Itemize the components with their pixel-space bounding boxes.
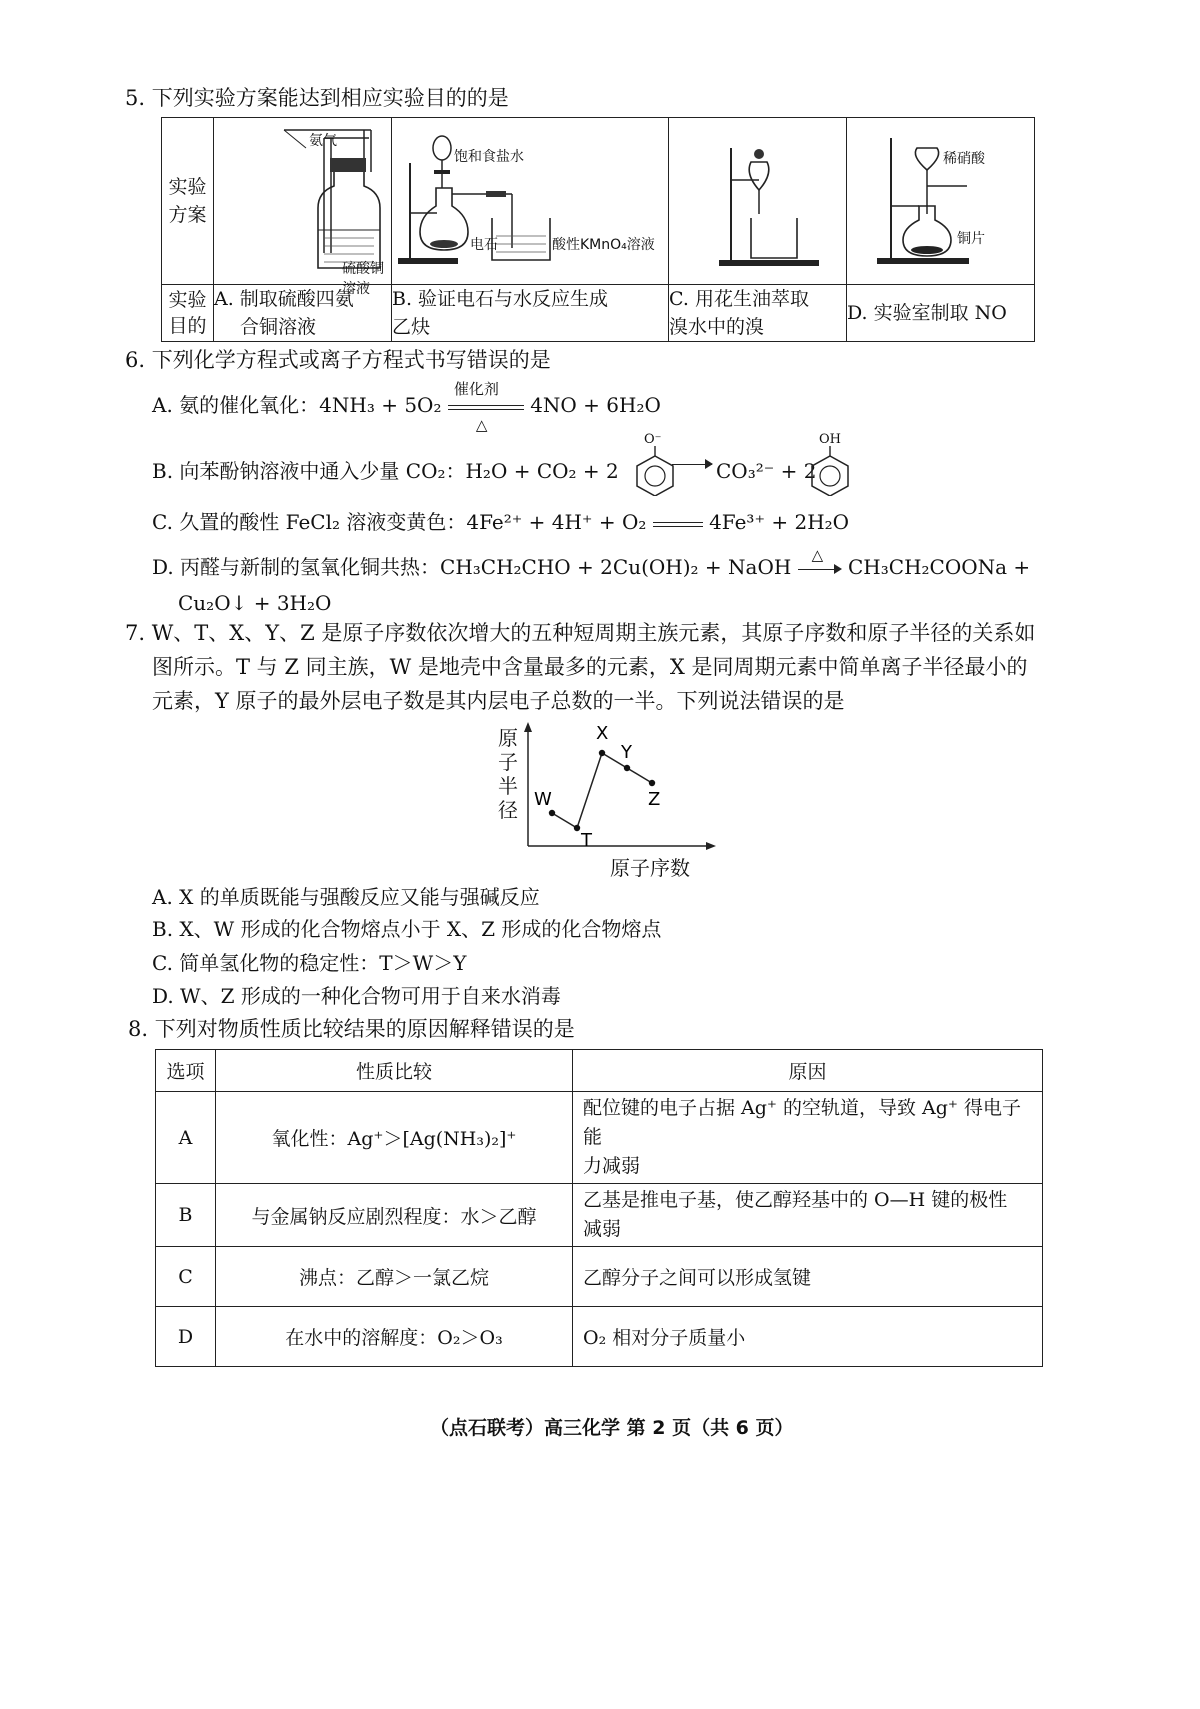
q5-purpose-a: A. 制取硫酸四氨 合铜溶液	[214, 285, 392, 342]
q7-option-d: D. W、Z 形成的一种化合物可用于自来水消毒	[152, 984, 561, 1008]
gas-washing-bottle-illustration	[214, 118, 391, 280]
q6-option-d-line2: Cu₂O↓ + 3H₂O	[178, 591, 332, 615]
q5-apparatus-c	[669, 118, 847, 285]
arrow-head-icon	[705, 459, 713, 469]
label-copper-sheet: 铜片	[957, 231, 985, 247]
header-property: 性质比较	[216, 1050, 573, 1092]
q6-stem: 6. 下列化学方程式或离子方程式书写错误的是	[125, 348, 551, 372]
q7-option-c: C. 简单氢化物的稳定性：T＞W＞Y	[152, 951, 467, 975]
q5-apparatus-a	[214, 118, 392, 297]
table-row: B 与金属钠反应剧烈程度：水＞乙醇 乙基是推电子基，使乙醇羟基中的 O—H 键的极性 减弱	[156, 1184, 1043, 1247]
q7-option-b: B. X、W 形成的化合物熔点小于 X、Z 形成的化合物熔点	[152, 917, 662, 941]
table-row: A 氧化性：Ag⁺＞[Ag(NH₃)₂]⁺ 配位键的电子占据 Ag⁺ 的空轨道，导致 Ag⁺ 得电子能 力减弱	[156, 1092, 1043, 1184]
q5-apparatus-d	[847, 118, 1035, 285]
q7-option-a: A. X 的单质既能与强酸反应又能与强碱反应	[152, 885, 540, 909]
header-option: 选项	[156, 1050, 216, 1092]
acetylene-generator-illustration	[392, 118, 668, 280]
point-label-y: Y	[621, 742, 632, 763]
label-calcium-carbide: 电石	[470, 237, 498, 253]
table-row: C 沸点：乙醇＞一氯乙烷 乙醇分子之间可以形成氢键	[156, 1247, 1043, 1307]
chart-ylabel: 原子半径	[498, 726, 518, 822]
phenoxide-ring-icon: O⁻	[630, 434, 680, 496]
point-label-x: X	[596, 723, 609, 744]
chart-xlabel: 原子序数	[610, 856, 690, 880]
point-z	[649, 780, 655, 786]
x-axis-arrow-icon	[706, 842, 716, 850]
q5-row2-header: 实验 目的	[162, 285, 214, 342]
q6-b-product: CO₃²⁻ + 2	[716, 459, 817, 483]
label-copper-sulfate: 硫酸铜溶液	[342, 261, 384, 297]
point-t	[574, 825, 580, 831]
header-reason: 原因	[573, 1050, 1043, 1092]
table-row: D 在水中的溶解度：O₂＞O₃ O₂ 相对分子质量小	[156, 1307, 1043, 1367]
label-ammonia: 氨气	[309, 133, 337, 149]
reaction-condition-arrow: 催化剂 △	[448, 392, 524, 422]
q8-stem: 8. 下列对物质性质比较结果的原因解释错误的是	[128, 1017, 575, 1041]
chart-plot	[490, 720, 720, 850]
table-header-row	[156, 1050, 1043, 1092]
label-saturated-brine: 饱和食盐水	[454, 149, 524, 165]
point-x	[599, 750, 605, 756]
q5-purpose-c: C. 用花生油萃取 溴水中的溴	[669, 285, 847, 342]
q5-purpose-d: D. 实验室制取 NO	[847, 285, 1035, 342]
q7-line-3: 元素，Y 原子的最外层电子数是其内层电子总数的一半。下列说法错误的是	[152, 689, 845, 713]
q7-line-1: 7. W、T、X、Y、Z 是原子序数依次增大的五种短周期主族元素，其原子序数和原子半径的关系如	[125, 621, 1036, 645]
label-dilute-nitric-acid: 稀硝酸	[943, 151, 985, 167]
q8-table	[155, 1049, 1043, 1367]
point-label-t: T	[581, 830, 592, 850]
q7-radius-chart	[490, 720, 720, 880]
no-generator-illustration	[847, 118, 1034, 280]
q5-stem: 5. 下列实验方案能达到相应实验目的的是	[125, 86, 509, 110]
q6-option-a: A. 氨的催化氧化：4NH₃ + 5O₂ 催化剂 △ 4NO + 6H₂O	[152, 379, 661, 434]
point-label-w: W	[534, 789, 552, 810]
label-acidic-kmno4: 酸性KMnO₄溶液	[552, 237, 655, 253]
point-w	[549, 810, 555, 816]
q7-line-2: 图所示。T 与 Z 同主族，W 是地壳中含量最多的元素，X 是同周期元素中简单离子半径最小的	[152, 655, 1028, 679]
page-footer: （点石联考）高三化学 第 2 页（共 6 页）	[430, 1417, 794, 1439]
series-line	[552, 753, 652, 828]
q5-row1-header: 实验 方案	[162, 118, 214, 285]
q5-apparatus-b	[392, 118, 669, 285]
point-label-z: Z	[648, 789, 661, 810]
separatory-funnel-illustration	[669, 118, 846, 280]
q6-option-c: C. 久置的酸性 FeCl₂ 溶液变黄色：4Fe²⁺ + 4H⁺ + O₂ 4Fe³⁺ + 2H₂O	[152, 510, 850, 534]
q5-table	[161, 117, 1035, 342]
phenol-ring-icon: OH	[805, 434, 855, 496]
y-axis-arrow-icon	[524, 722, 532, 732]
point-y	[624, 765, 630, 771]
q6-option-b: B. 向苯酚钠溶液中通入少量 CO₂：H₂O + CO₂ + 2	[152, 459, 619, 483]
q5-purpose-b: B. 验证电石与水反应生成 乙炔	[392, 285, 669, 342]
q6-option-d: D. 丙醛与新制的氢氧化铜共热：CH₃CH₂CHO + 2Cu(OH)₂ + NaOH △ CH₃CH₂COONa +	[152, 545, 1031, 579]
